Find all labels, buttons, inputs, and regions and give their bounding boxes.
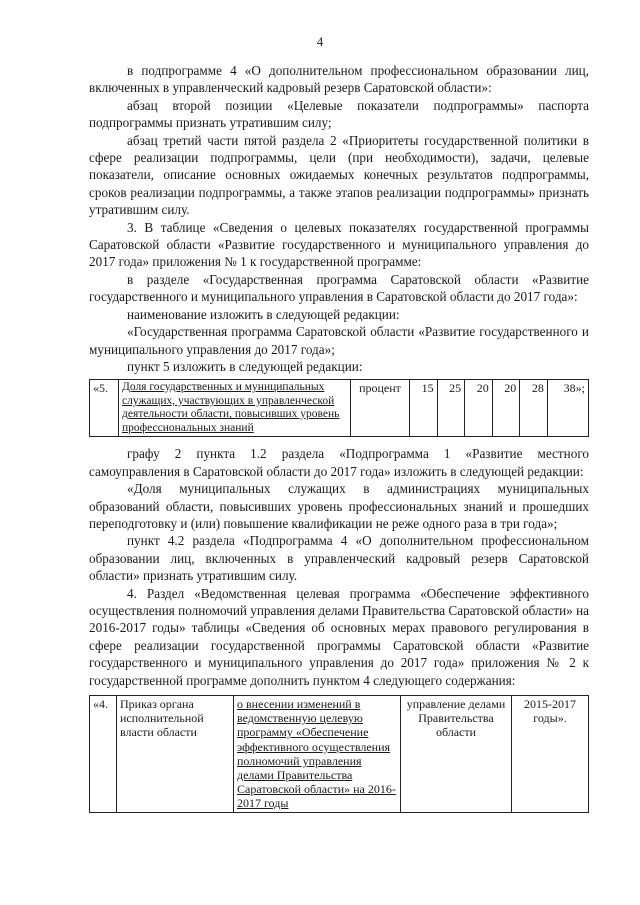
table-cell-content — [234, 696, 401, 813]
paragraph: «Государственная программа Саратовской области «Развитие государственного и муниципального управления до 2017 года»; — [89, 324, 589, 357]
table-cell-value: 25 — [437, 380, 465, 437]
indicator-table — [89, 379, 589, 437]
table-cell-unit: процент — [351, 380, 410, 437]
paragraph: пункт 4.2 раздела «Подпрограмма 4 «О дополнительном профессиональном образовании лиц, включенных в управленческий кадровый резерв Саратовской области» признать утратившим силу. — [89, 533, 589, 584]
paragraph: в разделе «Государственная программа Саратовской области «Развитие государственного и муниципального управления в Саратовской области до 2017 года»: — [89, 271, 589, 305]
paragraph: абзац третий части пятой раздела 2 «Приоритеты государственной политики в сфере реализации подпрограммы, цели (при необходимости), задачи, целевые показатели, описание основных ожидаемых конечных результатов подпрограммы, сроков реализации подпрограммы, а также этапов реализации подпрограммы» признать утратившим силу. — [89, 132, 589, 218]
table-row — [90, 380, 589, 437]
paragraph: наименование изложить в следующей редакции: — [127, 306, 400, 322]
paragraph: «Доля муниципальных служащих в администрациях муниципальных образований области, повысивших уровень профессиональных знаний и прошедших переподготовку и (или) повышение квалификации не реже одного раза в три года»; — [89, 481, 589, 531]
paragraph: абзац второй позиции «Целевые показатели подпрограммы» паспорта подпрограммы признать утратившим силу; — [89, 97, 589, 131]
paragraph: графу 2 пункта 1.2 раздела «Подпрограмма 1 «Развитие местного самоуправления в Саратовской области до 2017 года» изложить в следующей редакции: — [89, 446, 589, 479]
indicator-label: Доля государственных и муниципальных служащих, участвующих в управленческой деятельности области, повысивших уровень профессиональных знаний — [122, 381, 340, 434]
table-cell-executor: управление делами Правительства области — [401, 696, 512, 813]
table-cell-period: 2015-2017 годы». — [512, 696, 589, 813]
table-cell-value: 20 — [465, 380, 493, 437]
table-cell-num: «5. — [90, 380, 119, 437]
document-body — [89, 62, 589, 813]
table-cell-type: Приказ органа исполнительной власти области — [117, 696, 234, 813]
table-row — [90, 696, 589, 813]
measure-content: о внесении изменений в ведомственную целевую программу «Обеспечение эффективного осуществления полномочий управления делами Правительства Саратовской области» на 2016-2017 годы — [237, 697, 396, 811]
page-number: 4 — [316, 34, 324, 49]
table-cell-value: 38»; — [547, 380, 588, 437]
measures-table — [89, 695, 589, 813]
table-cell-value: 20 — [492, 380, 520, 437]
table-cell-num: «4. — [90, 696, 117, 813]
table-cell-value: 28 — [520, 380, 548, 437]
paragraph: 3. В таблице «Сведения о целевых показателях государственной программы Саратовской области «Развитие государственного и муниципального управления до 2017 года» приложения № 1 к государственной программе: — [89, 219, 589, 270]
table-cell-label — [119, 380, 351, 437]
paragraph: в подпрограмме 4 «О дополнительном профессиональном образовании лиц, включенных в управленческий кадровый резерв Саратовской области»: — [89, 63, 589, 96]
paragraph: 4. Раздел «Ведомственная целевая программа «Обеспечение эффективного осуществления полномочий управления делами Правительства Саратовской области» на 2016-2017 годы» таблицы «Сведения об основных мерах правового регулирования в сфере реализации государственной программы Саратовской области «Развитие государственного и муниципального управления до 2017 года» приложения № 2 к государственной программе дополнить пунктом 4 следующего содержания: — [89, 585, 589, 688]
paragraph: пункт 5 изложить в следующей редакции: — [127, 358, 363, 374]
table-cell-value: 15 — [410, 380, 438, 437]
